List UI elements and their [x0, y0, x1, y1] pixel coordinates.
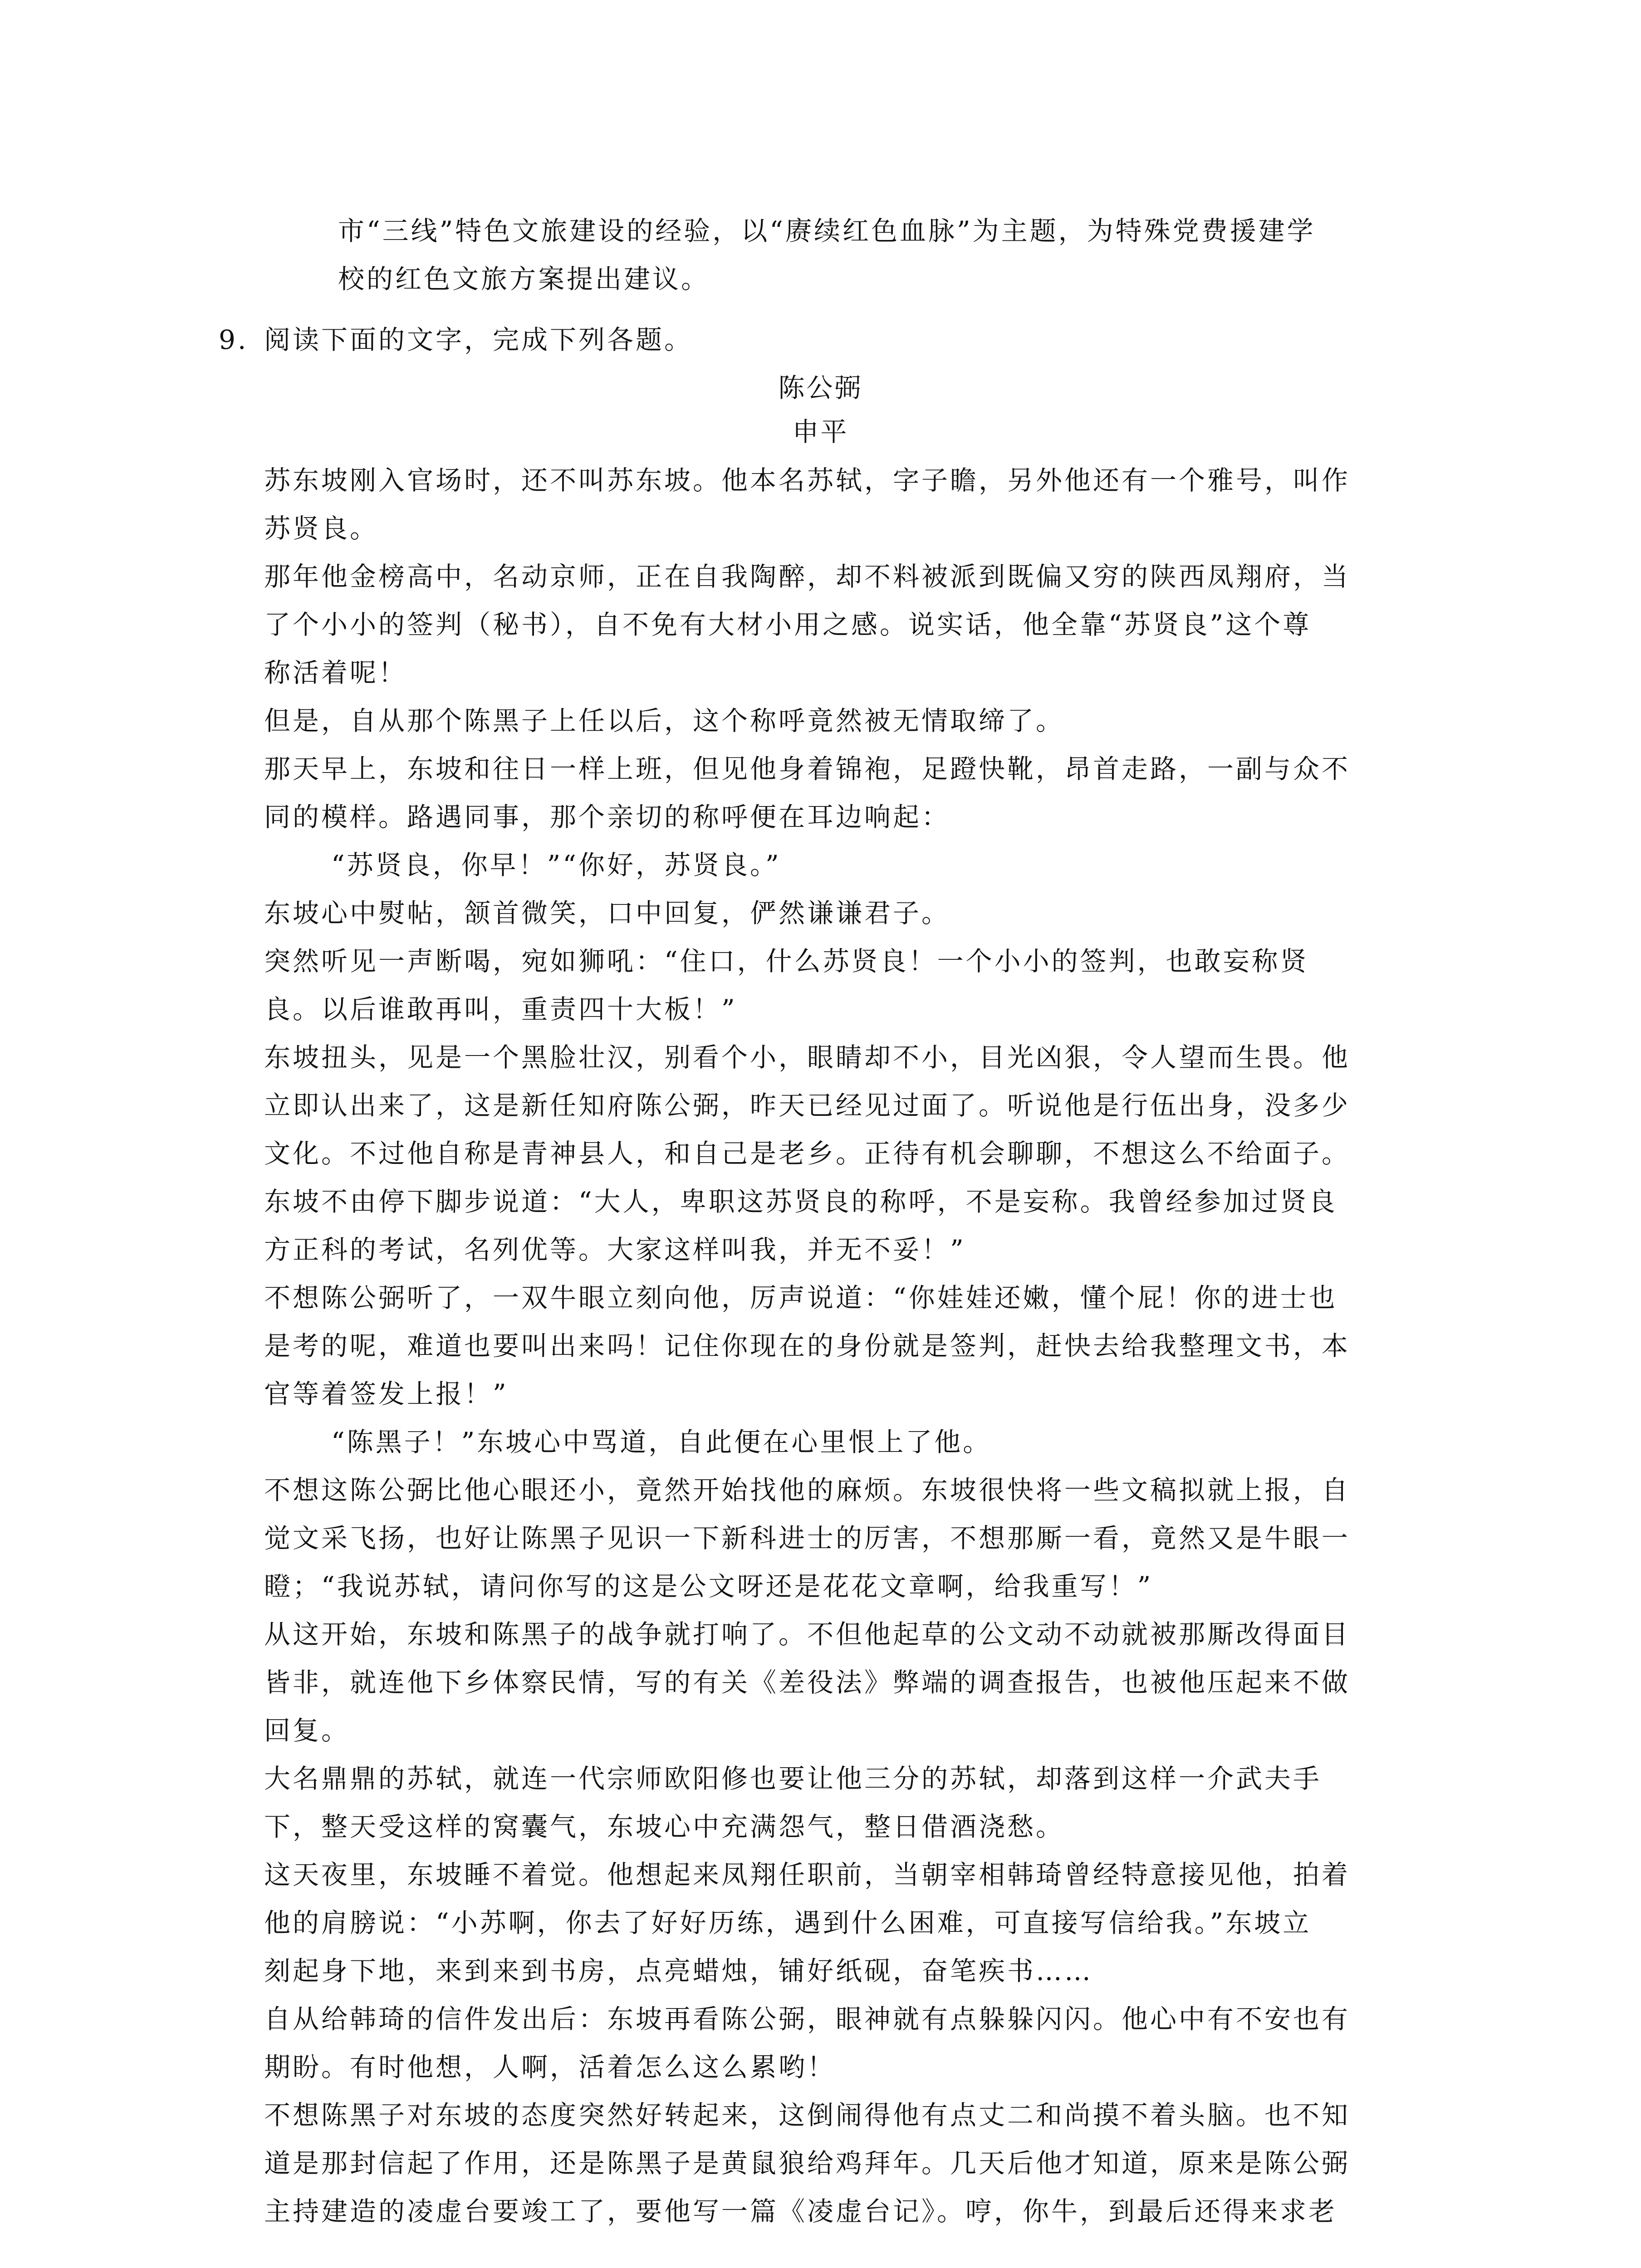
story-paragraph-line: 刻起身下地，来到来到书房，点亮蜡烛，铺好纸砚，奋笔疾书……: [264, 1955, 1093, 1986]
story-paragraph-line: 良。以后谁敢再叫，重责四十大板！”: [264, 994, 737, 1025]
story-paragraph-line: 下，整天受这样的窝囊气，东坡心中充满怨气，整日借酒浇愁。: [264, 1811, 1065, 1842]
story-paragraph-line: 突然听见一声断喝，宛如狮吼：“住口，什么苏贤良！一个小小的签判，也敢妄称贤: [264, 946, 1309, 977]
story-paragraph-line: 主持建造的凌虚台要竣工了，要他写一篇《凌虚台记》。哼，你牛，到最后还得来求老: [264, 2196, 1337, 2227]
story-paragraph-line: 觉文采飞扬，也好让陈黑子见识一下新科进士的厉害，不想那厮一看，竟然又是牛眼一: [264, 1523, 1351, 1554]
story-paragraph-line: 道是那封信起了作用，还是陈黑子是黄鼠狼给鸡拜年。几天后他才知道，原来是陈公弼: [264, 2148, 1351, 2179]
story-paragraph-line: 这天夜里，东坡睡不着觉。他想起来凤翔任职前，当朝宰相韩琦曾经特意接见他，拍着: [264, 1859, 1351, 1890]
story-paragraph-line: “苏贤良，你早！”“你好，苏贤良。”: [331, 850, 781, 880]
story-title: 陈公弼: [778, 372, 863, 403]
story-paragraph-line: 从这开始，东坡和陈黑子的战争就打响了。不但他起草的公文动不动就被那厮改得面目: [264, 1619, 1351, 1650]
story-paragraph-line: 方正科的考试，名列优等。大家这样叫我，并无不妥！”: [264, 1234, 966, 1265]
story-paragraph-line: 苏贤良。: [264, 513, 379, 544]
story-paragraph-line: 苏东坡刚入官场时，还不叫苏东坡。他本名苏轼，字子瞻，另外他还有一个雅号，叫作: [264, 465, 1351, 496]
story-paragraph-line: 不想陈黑子对东坡的态度突然好转起来，这倒闹得他有点丈二和尚摸不着头脑。也不知: [264, 2100, 1351, 2131]
story-paragraph-line: 自从给韩琦的信件发出后：东坡再看陈公弼，眼神就有点躲躲闪闪。他心中有不安也有: [264, 2004, 1351, 2034]
story-paragraph-line: 文化。不过他自称是青神县人，和自己是老乡。正待有机会聊聊，不想这么不给面子。: [264, 1138, 1351, 1169]
story-paragraph-line: 东坡扭头，见是一个黑脸壮汉，别看个小，眼睛却不小，目光凶狠，令人望而生畏。他: [264, 1042, 1351, 1073]
story-paragraph-line: 东坡不由停下脚步说道：“大人，卑职这苏贤良的称呼，不是妄称。我曾经参加过贤良: [264, 1186, 1337, 1217]
story-paragraph-line: 回复。: [264, 1715, 350, 1746]
story-paragraph-line: 瞪；“我说苏轼，请问你写的这是公文呀还是花花文章啊，给我重写！”: [264, 1571, 1153, 1602]
story-paragraph-line: “陈黑子！”东坡心中骂道，自此便在心里恨上了他。: [331, 1427, 992, 1457]
story-paragraph-line: 官等着签发上报！”: [264, 1378, 509, 1409]
story-paragraph-line: 不想这陈公弼比他心眼还小，竟然开始找他的麻烦。东坡很快将一些文稿拟就上报，自: [264, 1475, 1351, 1505]
story-paragraph-line: 立即认出来了，这是新任知府陈公弼，昨天已经见过面了。听说他是行伍出身，没多少: [264, 1090, 1351, 1121]
story-paragraph-line: 同的模样。路遇同事，那个亲切的称呼便在耳边响起：: [264, 802, 950, 832]
story-paragraph-line: 东坡心中熨帖，颔首微笑，口中回复，俨然谦谦君子。: [264, 898, 950, 929]
story-paragraph-line: 他的肩膀说：“小苏啊，你去了好好历练，遇到什么困难，可直接写信给我。”东坡立: [264, 1907, 1312, 1938]
story-paragraph-line: 那年他金榜高中，名动京师，正在自我陶醉，却不料被派到既偏又穷的陕西凤翔府，当: [264, 561, 1351, 592]
story-paragraph-line: 但是，自从那个陈黑子上任以后，这个称呼竟然被无情取缔了。: [264, 705, 1065, 736]
continuation-line: 校的红色文旅方案提出建议。: [338, 264, 710, 294]
question-instruction: 阅读下面的文字，完成下列各题。: [264, 324, 693, 355]
story-paragraph-line: 是考的呢，难道也要叫出来吗！记住你现在的身份就是签判，赶快去给我整理文书，本: [264, 1330, 1351, 1361]
question-number: 9.: [219, 324, 249, 355]
story-paragraph-line: 皆非，就连他下乡体察民情，写的有关《差役法》弊端的调查报告，也被他压起来不做: [264, 1667, 1351, 1698]
continuation-line: 市“三线”特色文旅建设的经验，以“赓续红色血脉”为主题，为特殊党费援建学: [338, 215, 1316, 246]
story-paragraph-line: 那天早上，东坡和往日一样上班，但见他身着锦袍，足蹬快靴，昂首走路，一副与众不: [264, 753, 1351, 784]
story-author: 申平: [792, 416, 849, 447]
story-paragraph-line: 期盼。有时他想，人啊，活着怎么这么累哟！: [264, 2052, 836, 2082]
story-paragraph-line: 了个小小的签判（秘书），自不免有大材小用之感。说实话，他全靠“苏贤良”这个尊: [264, 609, 1312, 640]
story-paragraph-line: 不想陈公弼听了，一双牛眼立刻向他，厉声说道：“你娃娃还嫩，懂个屁！你的进士也: [264, 1282, 1337, 1313]
story-paragraph-line: 大名鼎鼎的苏轼，就连一代宗师欧阳修也要让他三分的苏轼，却落到这样一介武夫手: [264, 1763, 1322, 1794]
story-paragraph-line: 称活着呢！: [264, 657, 407, 688]
